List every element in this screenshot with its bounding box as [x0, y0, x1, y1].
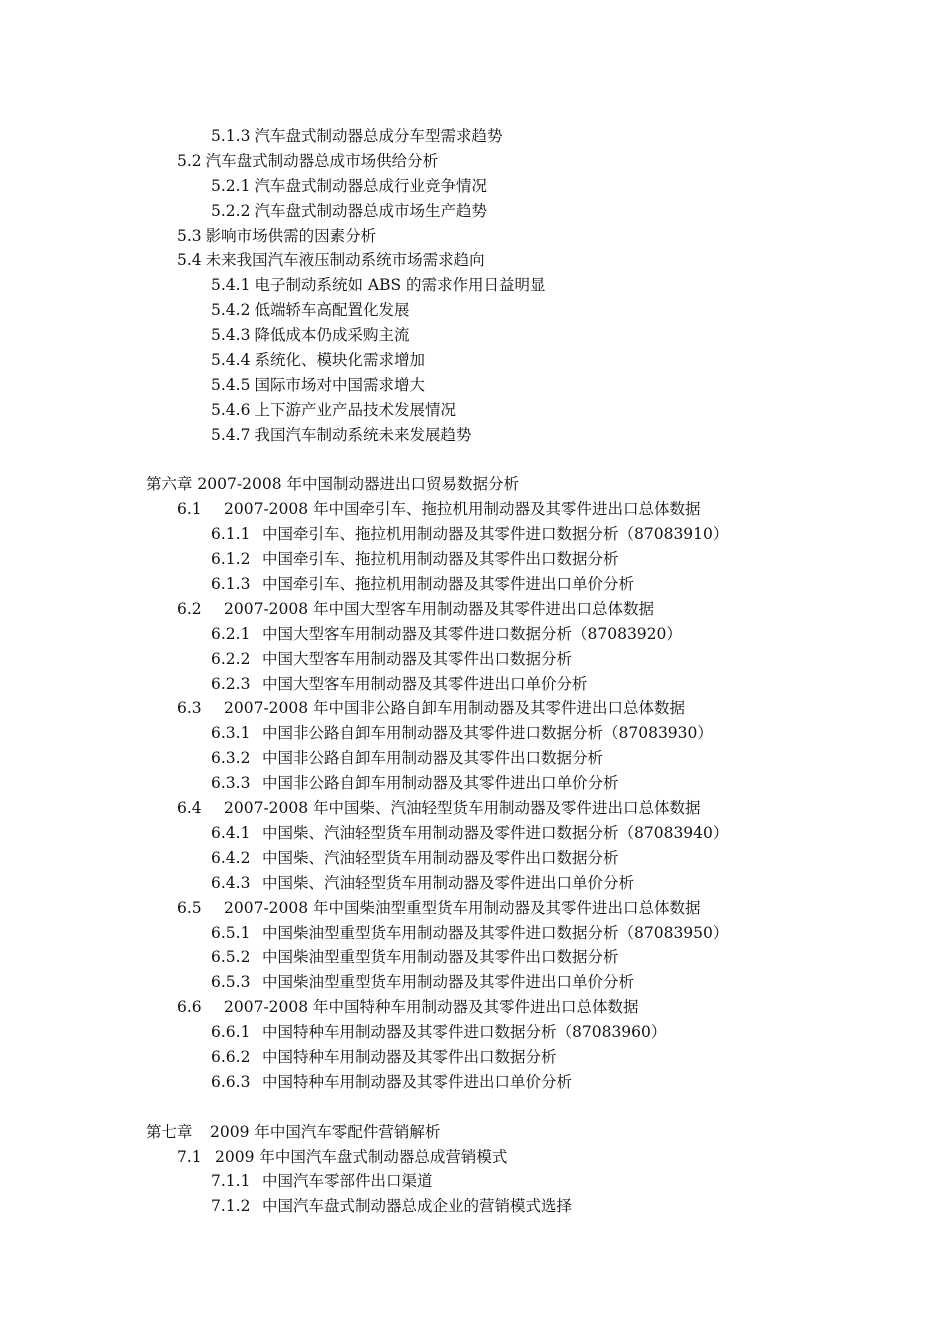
- toc-entry-title: 汽车盘式制动器总成行业竞争情况: [254, 176, 487, 195]
- toc-entry-title: 上下游产业产品技术发展情况: [254, 400, 456, 419]
- toc-entry-title: 未来我国汽车液压制动系统市场需求趋向: [205, 251, 485, 270]
- section-spacer: [0, 448, 950, 473]
- toc-entry-title: 中国非公路自卸车用制动器及其零件出口数据分析: [262, 749, 604, 768]
- toc-entry-title: 2007-2008 年中国柴油型重型货车用制动器及其零件进出口总体数据: [224, 898, 701, 917]
- toc-entry-title: 2007-2008 年中国特种车用制动器及其零件进出口总体数据: [224, 998, 639, 1017]
- toc-document: [0, 124, 950, 1219]
- toc-entry-7-1-2: [0, 1194, 950, 1219]
- toc-entry-6-6: [0, 995, 950, 1020]
- toc-entry-6-2-3: [0, 672, 950, 697]
- toc-entry-6-5-2: [0, 945, 950, 970]
- toc-entry-number: 6.5.1: [211, 923, 251, 942]
- toc-entry-title: 我国汽车制动系统未来发展趋势: [254, 425, 472, 444]
- toc-entry-5-4-4: [0, 348, 950, 373]
- toc-entry-number: 5.1.3: [211, 127, 251, 145]
- toc-entry-number: 5.4: [177, 251, 202, 270]
- toc-entry-title: 中国大型客车用制动器及其零件进口数据分析（87083920）: [262, 624, 682, 643]
- toc-entry-title: 中国柴、汽油轻型货车用制动器及零件进出口单价分析: [262, 873, 635, 892]
- toc-entry-number: 6.1.2: [211, 550, 251, 569]
- toc-entry-title: 2007-2008 年中国大型客车用制动器及其零件进出口总体数据: [224, 599, 655, 618]
- toc-entry-5-4: [0, 248, 950, 273]
- toc-entry-title: 中国牵引车、拖拉机用制动器及其零件进口数据分析（87083910）: [262, 525, 729, 544]
- toc-entry-number: 6.3.3: [211, 774, 251, 793]
- toc-entry-title: 2009 年中国汽车盘式制动器总成营销模式: [215, 1147, 508, 1166]
- toc-entry-number: 6.2.2: [211, 649, 251, 668]
- toc-entry-5-3: [0, 224, 950, 249]
- toc-entry-6-4: [0, 796, 950, 821]
- toc-entry-title: 中国牵引车、拖拉机用制动器及其零件进出口单价分析: [262, 575, 635, 594]
- toc-entry-5-4-2: [0, 298, 950, 323]
- chapter-6-heading: [0, 472, 950, 497]
- toc-entry-number: 6.1.3: [211, 575, 251, 594]
- toc-entry-number: 5.4.5: [211, 375, 251, 394]
- toc-entry-number: 6.4: [177, 799, 202, 818]
- toc-entry-title: 中国大型客车用制动器及其零件进出口单价分析: [262, 674, 588, 693]
- toc-entry-title: 中国汽车零部件出口渠道: [262, 1172, 433, 1191]
- toc-entry-number: 6.4.1: [211, 823, 251, 842]
- toc-entry-5-4-6: [0, 398, 950, 423]
- toc-entry-5-4-3: [0, 323, 950, 348]
- toc-entry-title: 中国汽车盘式制动器总成企业的营销模式选择: [262, 1197, 573, 1216]
- toc-entry-title: 中国特种车用制动器及其零件进口数据分析（87083960）: [262, 1023, 667, 1042]
- toc-entry-7-1: [0, 1145, 950, 1170]
- chapter-number: 第七章: [146, 1122, 193, 1141]
- toc-entry-title: 汽车盘式制动器总成市场生产趋势: [254, 201, 487, 220]
- toc-entry-number: 5.4.7: [211, 425, 251, 444]
- toc-entry-number: 6.4.3: [211, 873, 251, 892]
- toc-entry-number: 5.4.3: [211, 326, 251, 345]
- toc-entry-5-2: [0, 149, 950, 174]
- toc-entry-number: 5.2: [177, 151, 202, 170]
- toc-entry-title: 低端轿车高配置化发展: [254, 301, 410, 320]
- toc-entry-6-1-2: [0, 547, 950, 572]
- toc-entry-title: 中国柴、汽油轻型货车用制动器及零件出口数据分析: [262, 848, 619, 867]
- toc-entry-number: 6.4.2: [211, 848, 251, 867]
- toc-entry-number: 6.2.3: [211, 674, 251, 693]
- toc-entry-number: 6.6.1: [211, 1023, 251, 1042]
- toc-entry-title: 电子制动系统如 ABS 的需求作用日益明显: [254, 276, 546, 295]
- toc-entry-number: 5.4.6: [211, 400, 251, 419]
- toc-entry-5-2-2: [0, 199, 950, 224]
- toc-entry-6-3-2: [0, 746, 950, 771]
- toc-entry-number: 6.6.3: [211, 1072, 251, 1091]
- toc-entry-title: 系统化、模块化需求增加: [254, 351, 425, 370]
- toc-entry-5-4-7: [0, 423, 950, 448]
- toc-entry-6-3-3: [0, 771, 950, 796]
- toc-entry-number: 6.5.2: [211, 948, 251, 967]
- toc-entry-number: 7.1.1: [211, 1172, 251, 1191]
- toc-entry-title: 汽车盘式制动器总成分车型需求趋势: [254, 127, 503, 145]
- toc-entry-title: 2007-2008 年中国柴、汽油轻型货车用制动器及零件进出口总体数据: [224, 799, 701, 818]
- toc-entry-6-6-3: [0, 1070, 950, 1095]
- toc-entry-title: 中国特种车用制动器及其零件进出口单价分析: [262, 1072, 573, 1091]
- toc-entry-number: 5.2.1: [211, 176, 251, 195]
- toc-entry-number: 7.1.2: [211, 1197, 251, 1216]
- toc-entry-6-2: [0, 597, 950, 622]
- toc-entry-title: 中国柴、汽油轻型货车用制动器及零件进口数据分析（87083940）: [262, 823, 729, 842]
- toc-entry-6-3-1: [0, 721, 950, 746]
- toc-entry-title: 中国非公路自卸车用制动器及其零件进口数据分析（87083930）: [262, 724, 713, 743]
- toc-entry-number: 6.3.2: [211, 749, 251, 768]
- toc-entry-6-4-1: [0, 821, 950, 846]
- toc-entry-title: 中国柴油型重型货车用制动器及其零件进出口单价分析: [262, 973, 635, 992]
- toc-entry-6-5: [0, 896, 950, 921]
- toc-entry-title: 影响市场供需的因素分析: [205, 226, 377, 245]
- toc-entry-title: 2007-2008 年中国牵引车、拖拉机用制动器及其零件进出口总体数据: [224, 500, 701, 519]
- toc-entry-number: 6.3: [177, 699, 202, 718]
- toc-entry-title: 中国非公路自卸车用制动器及其零件进出口单价分析: [262, 774, 619, 793]
- toc-entry-6-3: [0, 696, 950, 721]
- toc-entry-5-4-1: [0, 273, 950, 298]
- toc-entry-6-1-3: [0, 572, 950, 597]
- toc-entry-6-4-3: [0, 871, 950, 896]
- toc-entry-6-6-2: [0, 1045, 950, 1070]
- chapter-title: 第六章 2007-2008 年中国制动器进出口贸易数据分析: [146, 475, 519, 494]
- toc-entry-title: 汽车盘式制动器总成市场供给分析: [205, 151, 439, 170]
- toc-entry-number: 6.1: [177, 500, 202, 519]
- toc-entry-number: 7.1: [177, 1147, 202, 1166]
- toc-entry-title: 中国柴油型重型货车用制动器及其零件进口数据分析（87083950）: [262, 923, 729, 942]
- toc-entry-5-2-1: [0, 174, 950, 199]
- toc-entry-6-4-2: [0, 846, 950, 871]
- toc-entry-6-5-1: [0, 921, 950, 946]
- toc-entry-6-1-1: [0, 522, 950, 547]
- toc-entry-title: 国际市场对中国需求增大: [254, 375, 425, 394]
- toc-entry-title: 降低成本仍成采购主流: [254, 326, 410, 345]
- toc-entry-5-1-3: [0, 124, 950, 149]
- toc-entry-title: 2007-2008 年中国非公路自卸车用制动器及其零件进出口总体数据: [224, 699, 686, 718]
- toc-entry-number: 6.6.2: [211, 1047, 251, 1066]
- toc-entry-number: 6.6: [177, 998, 202, 1017]
- toc-entry-title: 中国特种车用制动器及其零件出口数据分析: [262, 1047, 557, 1066]
- toc-entry-5-4-5: [0, 373, 950, 398]
- toc-entry-6-2-2: [0, 647, 950, 672]
- toc-entry-7-1-1: [0, 1169, 950, 1194]
- toc-entry-6-2-1: [0, 622, 950, 647]
- toc-entry-6-6-1: [0, 1020, 950, 1045]
- toc-entry-number: 6.5.3: [211, 973, 251, 992]
- toc-entry-number: 5.4.2: [211, 301, 251, 320]
- toc-entry-number: 5.4.1: [211, 276, 251, 295]
- toc-entry-6-1: [0, 497, 950, 522]
- toc-entry-title: 中国牵引车、拖拉机用制动器及其零件出口数据分析: [262, 550, 619, 569]
- toc-entry-number: 6.2.1: [211, 624, 251, 643]
- toc-entry-title: 中国大型客车用制动器及其零件出口数据分析: [262, 649, 573, 668]
- toc-entry-number: 6.1.1: [211, 525, 251, 544]
- toc-entry-title: 中国柴油型重型货车用制动器及其零件出口数据分析: [262, 948, 619, 967]
- chapter-title: 2009 年中国汽车零配件营销解析: [210, 1122, 441, 1141]
- toc-entry-number: 5.4.4: [211, 351, 251, 370]
- toc-entry-6-5-3: [0, 970, 950, 995]
- chapter-7-heading: [0, 1120, 950, 1145]
- toc-entry-number: 5.3: [177, 226, 202, 245]
- section-spacer: [0, 1095, 950, 1120]
- toc-entry-number: 6.5: [177, 898, 202, 917]
- toc-entry-number: 5.2.2: [211, 201, 251, 220]
- toc-entry-number: 6.3.1: [211, 724, 251, 743]
- toc-entry-number: 6.2: [177, 599, 202, 618]
